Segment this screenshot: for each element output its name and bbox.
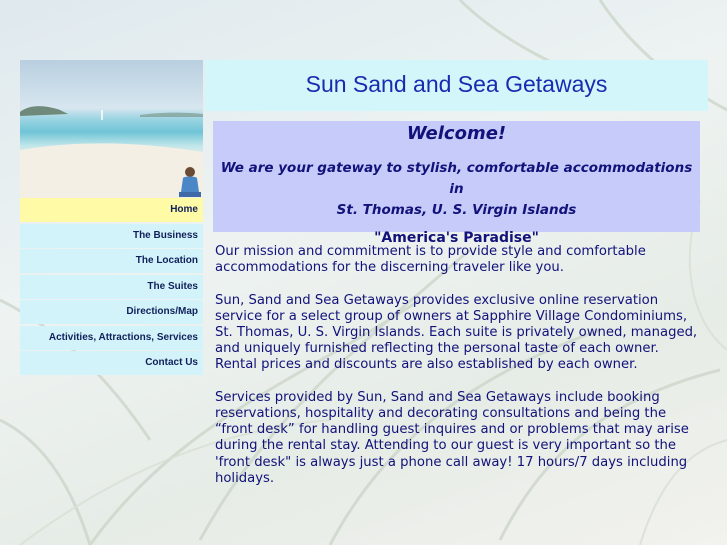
beach-scene-graphic <box>20 60 203 198</box>
site-title: Sun Sand and Sea Getaways <box>305 71 608 97</box>
child-on-beach-graphic <box>177 164 203 198</box>
welcome-subtitle-line1: We are your gateway to stylish, comfortable accommodations in <box>220 160 693 197</box>
beach-photo <box>20 60 203 198</box>
nav-item-contact-us[interactable]: Contact Us <box>20 351 203 375</box>
welcome-subtitle <box>213 158 700 221</box>
nav-item-the-suites[interactable]: The Suites <box>20 275 203 299</box>
services-provided-paragraph: Services provided by Sun, Sand and Sea Getaways include booking reservations, hospitality and decorating consultations and being the “front desk” for handling guest inquires and or problems that may arise during the rental stay. Attending to our guest is very important so the 'front desk" is always just a phone call away! 17 hours/7 days including holidays. <box>215 389 689 486</box>
welcome-subtitle-line2: St. Thomas, U. S. Virgin Islands <box>336 202 577 218</box>
nav-item-directions-map[interactable]: Directions/Map <box>20 300 203 324</box>
welcome-title: Welcome! <box>406 123 507 144</box>
nav-item-the-business[interactable]: The Business <box>20 224 203 248</box>
sidebar-nav <box>20 198 203 377</box>
nav-item-activities[interactable]: Activities, Attractions, Services <box>20 326 203 350</box>
welcome-box <box>213 121 700 246</box>
site-header <box>205 60 708 111</box>
nav-item-home[interactable]: Home <box>20 198 203 222</box>
nav-item-the-location[interactable]: The Location <box>20 249 203 273</box>
main-content <box>215 244 705 503</box>
mission-paragraph: Our mission and commitment is to provide style and comfortable accommodations for the discerning traveler like you. <box>215 244 646 276</box>
welcome-tagline: "America's Paradise" <box>374 230 539 246</box>
service-paragraph: Sun, Sand and Sea Getaways provides exclusive online reservation service for a select group of owners at Sapphire Village Condominiums, St. Thomas, U. S. Virgin Islands. Each suite is privately owned, managed, and uniquely furnished reflecting the personal taste of each owner. Rental prices and discounts are also established by each owner. <box>215 292 698 373</box>
